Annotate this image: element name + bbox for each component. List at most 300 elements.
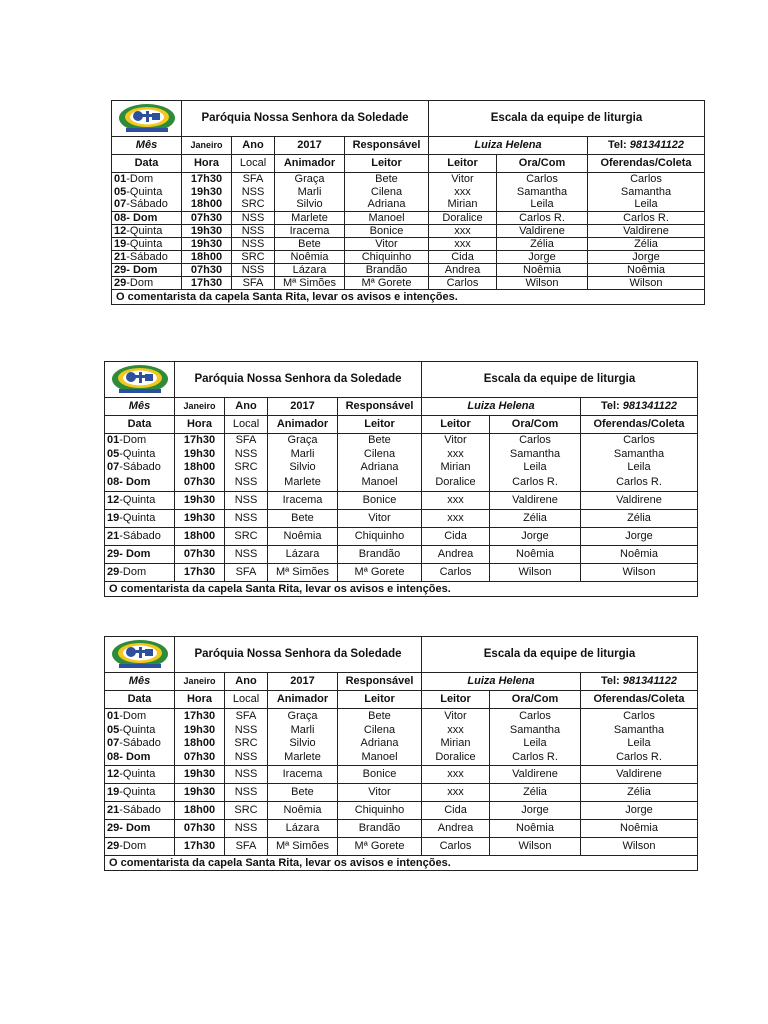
weekday: -Quinta (119, 447, 156, 460)
ora-com-cell: Wilson (497, 277, 588, 290)
weekday: -Sábado (119, 804, 161, 816)
date-cell (105, 724, 175, 737)
column-header: Leitor (338, 416, 422, 434)
oferendas-cell: Jorge (581, 802, 698, 820)
date-cell (105, 474, 175, 492)
day-number: 01 (114, 172, 127, 185)
leitor-cell: Bete (338, 434, 422, 448)
leitor-cell: Mª Gorete (338, 564, 422, 582)
table-row (105, 802, 698, 820)
date-cell (105, 461, 175, 474)
oferendas-cell: Wilson (581, 564, 698, 582)
weekday: -Quinta (126, 237, 163, 250)
day-number: 01 (107, 434, 120, 447)
table-row (112, 186, 705, 199)
day-number: 05 (107, 447, 120, 460)
date-cell (105, 492, 175, 510)
time-cell: 19h30 (182, 238, 232, 251)
animador-cell: Lázara (268, 820, 338, 838)
time-cell: 07h30 (175, 474, 225, 492)
time-cell: 07h30 (175, 820, 225, 838)
oferendas-cell: Carlos R. (588, 212, 705, 225)
location-cell: NSS (225, 784, 268, 802)
location-cell: SRC (225, 737, 268, 750)
date-cell (105, 528, 175, 546)
column-header: Local (225, 416, 268, 434)
weekday: - Dom (119, 548, 151, 560)
ora-com-cell: Samantha (490, 448, 581, 461)
ora-com-cell: Leila (497, 199, 588, 212)
animador-cell: Bete (268, 510, 338, 528)
leitor-cell: Brandão (345, 264, 429, 277)
date-cell (112, 186, 182, 199)
oferendas-cell: Wilson (588, 277, 705, 290)
phone (581, 398, 698, 416)
location-cell: SRC (225, 802, 268, 820)
day-number: 29 (107, 548, 120, 560)
leitor-cell: Cilena (338, 448, 422, 461)
time-cell: 18h00 (182, 199, 232, 212)
leitor-cell: xxx (429, 238, 497, 251)
table-row (105, 474, 698, 492)
location-cell: NSS (232, 225, 275, 238)
oferendas-cell: Carlos (581, 434, 698, 448)
location-cell: NSS (225, 474, 268, 492)
table-row (105, 448, 698, 461)
leitor-cell: Carlos (422, 838, 490, 856)
leitor-cell: xxx (422, 766, 490, 784)
animador-cell: Noêmia (268, 802, 338, 820)
animador-cell: Noêmia (268, 528, 338, 546)
column-header: Animador (268, 691, 338, 709)
location-cell: NSS (225, 750, 268, 766)
leitor-cell: Manoel (338, 474, 422, 492)
leitor-cell: Manoel (345, 212, 429, 225)
phone (588, 137, 705, 155)
ora-com-cell: Zélia (490, 784, 581, 802)
oferendas-cell: Leila (588, 199, 705, 212)
ora-com-cell: Zélia (497, 238, 588, 251)
date-cell (105, 546, 175, 564)
time-cell: 17h30 (175, 838, 225, 856)
location-cell: NSS (232, 212, 275, 225)
time-cell: 07h30 (182, 264, 232, 277)
ora-com-cell: Carlos (490, 434, 581, 448)
location-cell: NSS (225, 448, 268, 461)
leitor-cell: Bete (338, 709, 422, 724)
column-header: Oferendas/Coleta (581, 691, 698, 709)
leitor-cell: Bonice (338, 766, 422, 784)
time-cell: 07h30 (175, 750, 225, 766)
location-cell: SRC (232, 199, 275, 212)
location-cell: NSS (225, 510, 268, 528)
ora-com-cell: Jorge (490, 802, 581, 820)
responsible-label: Responsável (345, 137, 429, 155)
table-row (112, 225, 705, 238)
time-cell: 19h30 (175, 492, 225, 510)
leitor-cell: Adriana (338, 461, 422, 474)
table-row (105, 820, 698, 838)
column-header-row (112, 155, 705, 173)
leitor-cell: Bete (345, 173, 429, 186)
ora-com-cell: Jorge (490, 528, 581, 546)
oferendas-cell: Leila (581, 737, 698, 750)
animador-cell: Silvio (268, 461, 338, 474)
leitor-cell: Vitor (345, 238, 429, 251)
date-cell (105, 820, 175, 838)
location-cell: SFA (225, 709, 268, 724)
ora-com-cell: Carlos (490, 709, 581, 724)
phone-number: 981341122 (629, 139, 685, 151)
responsible-label: Responsável (338, 673, 422, 691)
time-cell: 18h00 (175, 802, 225, 820)
day-number: 08 (107, 750, 120, 763)
phone-label: Tel: (600, 400, 620, 412)
parish-logo-icon (109, 364, 171, 396)
schedule-table-2 (104, 361, 698, 597)
table-row (105, 709, 698, 724)
column-header: Leitor (429, 155, 497, 173)
leitor-cell: Cida (429, 251, 497, 264)
date-cell (105, 434, 175, 448)
weekday: -Dom (126, 172, 154, 185)
time-cell: 18h00 (182, 251, 232, 264)
leitor-cell: xxx (429, 225, 497, 238)
day-number: 12 (114, 224, 127, 237)
oferendas-cell: Jorge (581, 528, 698, 546)
leitor-cell: Carlos (422, 564, 490, 582)
weekday: -Dom (119, 840, 147, 852)
table-row (105, 838, 698, 856)
column-header: Ora/Com (497, 155, 588, 173)
leitor-cell: Doralice (422, 474, 490, 492)
date-cell (105, 766, 175, 784)
leitor-cell: xxx (429, 186, 497, 199)
location-cell: NSS (232, 186, 275, 199)
table-row (105, 724, 698, 737)
table-row (105, 492, 698, 510)
oferendas-cell: Leila (581, 461, 698, 474)
weekday: -Dom (119, 434, 147, 447)
table-row (105, 510, 698, 528)
ora-com-cell: Carlos (497, 173, 588, 186)
table-row (105, 766, 698, 784)
date-cell (112, 212, 182, 225)
date-cell (105, 750, 175, 766)
oferendas-cell: Valdirene (581, 766, 698, 784)
month-value: Janeiro (182, 137, 232, 155)
schedule-table-3 (104, 636, 698, 871)
leitor-cell: Bonice (338, 492, 422, 510)
ora-com-cell: Noêmia (497, 264, 588, 277)
column-header: Oferendas/Coleta (588, 155, 705, 173)
ora-com-cell: Samantha (490, 724, 581, 737)
date-cell (105, 448, 175, 461)
date-cell (112, 264, 182, 277)
location-cell: NSS (225, 724, 268, 737)
table-row (112, 277, 705, 290)
day-number: 19 (114, 237, 127, 250)
phone-label: Tel: (600, 675, 620, 687)
location-cell: SRC (225, 528, 268, 546)
day-number: 29 (107, 840, 120, 852)
weekday: - Dom (119, 822, 151, 834)
responsible-name: Luiza Helena (422, 398, 581, 416)
animador-cell: Iracema (268, 492, 338, 510)
column-header: Oferendas/Coleta (581, 416, 698, 434)
leitor-cell: Manoel (338, 750, 422, 766)
responsible-label: Responsável (338, 398, 422, 416)
footer-note: O comentarista da capela Santa Rita, levar os avisos e intenções. (112, 290, 705, 305)
weekday: - Dom (119, 750, 151, 763)
year-value: 2017 (268, 673, 338, 691)
time-cell: 19h30 (175, 766, 225, 784)
leitor-cell: Andrea (422, 820, 490, 838)
weekday: - Dom (126, 211, 158, 224)
weekday: -Sábado (126, 250, 168, 263)
oferendas-cell: Noêmia (581, 546, 698, 564)
leitor-cell: Mirian (429, 199, 497, 212)
leitor-cell: xxx (422, 784, 490, 802)
parish-logo (105, 362, 175, 398)
table-row (105, 784, 698, 802)
day-number: 21 (107, 530, 120, 542)
day-number: 19 (107, 786, 120, 798)
animador-cell: Silvio (275, 199, 345, 212)
time-cell: 17h30 (182, 277, 232, 290)
animador-cell: Silvio (268, 737, 338, 750)
ora-com-cell: Valdirene (497, 225, 588, 238)
column-header: Hora (182, 155, 232, 173)
leitor-cell: Adriana (345, 199, 429, 212)
table-row (105, 750, 698, 766)
leitor-cell: Andrea (429, 264, 497, 277)
table-row (112, 264, 705, 277)
weekday: -Quinta (119, 786, 156, 798)
animador-cell: Marlete (268, 474, 338, 492)
location-cell: SFA (225, 564, 268, 582)
oferendas-cell: Samantha (588, 186, 705, 199)
oferendas-cell: Noêmia (588, 264, 705, 277)
parish-logo-icon (109, 639, 171, 671)
date-cell (105, 737, 175, 750)
day-number: 01 (107, 709, 120, 722)
animador-cell: Lázara (275, 264, 345, 277)
responsible-name: Luiza Helena (422, 673, 581, 691)
column-header: Leitor (422, 691, 490, 709)
schedule-table-1 (111, 100, 705, 305)
column-header: Animador (275, 155, 345, 173)
schedule-title: Escala da equipe de liturgia (422, 637, 698, 673)
month-label: Mês (105, 398, 175, 416)
leitor-cell: Brandão (338, 820, 422, 838)
month-value: Janeiro (175, 398, 225, 416)
phone-number: 981341122 (622, 400, 678, 412)
leitor-cell: Chiquinho (345, 251, 429, 264)
column-header: Leitor (422, 416, 490, 434)
animador-cell: Iracema (275, 225, 345, 238)
animador-cell: Lázara (268, 546, 338, 564)
day-number: 07 (107, 736, 120, 749)
location-cell: NSS (232, 264, 275, 277)
time-cell: 17h30 (175, 434, 225, 448)
table-row (112, 199, 705, 212)
year-label: Ano (225, 673, 268, 691)
time-cell: 18h00 (175, 737, 225, 750)
leitor-cell: Brandão (338, 546, 422, 564)
day-number: 12 (107, 494, 120, 506)
leitor-cell: Vitor (422, 709, 490, 724)
leitor-cell: Carlos (429, 277, 497, 290)
animador-cell: Graça (268, 709, 338, 724)
leitor-cell: Mirian (422, 737, 490, 750)
date-cell (112, 251, 182, 264)
year-label: Ano (225, 398, 268, 416)
oferendas-cell: Samantha (581, 448, 698, 461)
table-row (105, 528, 698, 546)
day-number: 21 (107, 804, 120, 816)
day-number: 29 (107, 822, 120, 834)
parish-name: Paróquia Nossa Senhora da Soledade (175, 637, 422, 673)
date-cell (112, 277, 182, 290)
oferendas-cell: Carlos R. (581, 750, 698, 766)
leitor-cell: Vitor (422, 434, 490, 448)
month-value: Janeiro (175, 673, 225, 691)
weekday: -Quinta (119, 512, 156, 524)
ora-com-cell: Leila (490, 461, 581, 474)
oferendas-cell: Valdirene (588, 225, 705, 238)
column-header: Leitor (338, 691, 422, 709)
time-cell: 18h00 (175, 461, 225, 474)
weekday: -Sábado (119, 736, 161, 749)
weekday: -Quinta (126, 224, 163, 237)
oferendas-cell: Valdirene (581, 492, 698, 510)
ora-com-cell: Carlos R. (490, 474, 581, 492)
date-cell (105, 784, 175, 802)
parish-logo (105, 637, 175, 673)
leitor-cell: Chiquinho (338, 528, 422, 546)
animador-cell: Graça (275, 173, 345, 186)
column-header: Local (225, 691, 268, 709)
column-header: Hora (175, 416, 225, 434)
time-cell: 19h30 (175, 448, 225, 461)
column-header-row (105, 691, 698, 709)
day-number: 05 (107, 723, 120, 736)
leitor-cell: Mª Gorete (338, 838, 422, 856)
ora-com-cell: Jorge (497, 251, 588, 264)
date-cell (112, 225, 182, 238)
ora-com-cell: Carlos R. (490, 750, 581, 766)
parish-logo (112, 101, 182, 137)
weekday: -Quinta (119, 768, 156, 780)
month-label: Mês (105, 673, 175, 691)
animador-cell: Marlete (275, 212, 345, 225)
ora-com-cell: Carlos R. (497, 212, 588, 225)
leitor-cell: Cida (422, 802, 490, 820)
day-number: 07 (114, 198, 127, 211)
leitor-cell: Vitor (338, 784, 422, 802)
weekday: -Sábado (126, 198, 168, 211)
location-cell: NSS (225, 820, 268, 838)
parish-name: Paróquia Nossa Senhora da Soledade (175, 362, 422, 398)
animador-cell: Graça (268, 434, 338, 448)
animador-cell: Mª Simões (268, 564, 338, 582)
schedule-title: Escala da equipe de liturgia (429, 101, 705, 137)
ora-com-cell: Wilson (490, 838, 581, 856)
time-cell: 19h30 (175, 510, 225, 528)
oferendas-cell: Jorge (588, 251, 705, 264)
weekday: - Dom (126, 263, 158, 276)
column-header: Ora/Com (490, 691, 581, 709)
location-cell: NSS (225, 766, 268, 784)
parish-logo-icon (116, 103, 178, 135)
table-row (112, 173, 705, 186)
weekday: -Dom (119, 566, 147, 578)
time-cell: 19h30 (182, 186, 232, 199)
day-number: 29 (114, 276, 127, 289)
column-header: Data (105, 416, 175, 434)
month-label: Mês (112, 137, 182, 155)
location-cell: SFA (232, 173, 275, 186)
date-cell (112, 173, 182, 186)
day-number: 21 (114, 250, 127, 263)
oferendas-cell: Carlos (588, 173, 705, 186)
oferendas-cell: Samantha (581, 724, 698, 737)
footer-note: O comentarista da capela Santa Rita, levar os avisos e intenções. (105, 582, 698, 597)
table-row (105, 737, 698, 750)
leitor-cell: xxx (422, 448, 490, 461)
oferendas-cell: Wilson (581, 838, 698, 856)
leitor-cell: Vitor (338, 510, 422, 528)
day-number: 07 (107, 460, 120, 473)
year-label: Ano (232, 137, 275, 155)
column-header: Data (105, 691, 175, 709)
animador-cell: Bete (275, 238, 345, 251)
location-cell: SRC (232, 251, 275, 264)
time-cell: 07h30 (182, 212, 232, 225)
leitor-cell: xxx (422, 724, 490, 737)
leitor-cell: Mirian (422, 461, 490, 474)
ora-com-cell: Wilson (490, 564, 581, 582)
weekday: -Dom (119, 709, 147, 722)
weekday: -Quinta (119, 723, 156, 736)
leitor-cell: xxx (422, 492, 490, 510)
time-cell: 17h30 (175, 564, 225, 582)
leitor-cell: Cilena (338, 724, 422, 737)
time-cell: 19h30 (182, 225, 232, 238)
leitor-cell: xxx (422, 510, 490, 528)
table-row (105, 564, 698, 582)
leitor-cell: Doralice (422, 750, 490, 766)
table-row (112, 212, 705, 225)
footer-note: O comentarista da capela Santa Rita, levar os avisos e intenções. (105, 856, 698, 871)
location-cell: NSS (225, 546, 268, 564)
oferendas-cell: Carlos R. (581, 474, 698, 492)
responsible-name: Luiza Helena (429, 137, 588, 155)
day-number: 12 (107, 768, 120, 780)
location-cell: NSS (225, 492, 268, 510)
ora-com-cell: Valdirene (490, 766, 581, 784)
table-row (112, 251, 705, 264)
animador-cell: Marlete (268, 750, 338, 766)
table-row (105, 434, 698, 448)
time-cell: 17h30 (182, 173, 232, 186)
phone-number: 981341122 (622, 675, 678, 687)
animador-cell: Mª Simões (275, 277, 345, 290)
phone-label: Tel: (607, 139, 627, 151)
schedule-title: Escala da equipe de liturgia (422, 362, 698, 398)
animador-cell: Marli (268, 724, 338, 737)
